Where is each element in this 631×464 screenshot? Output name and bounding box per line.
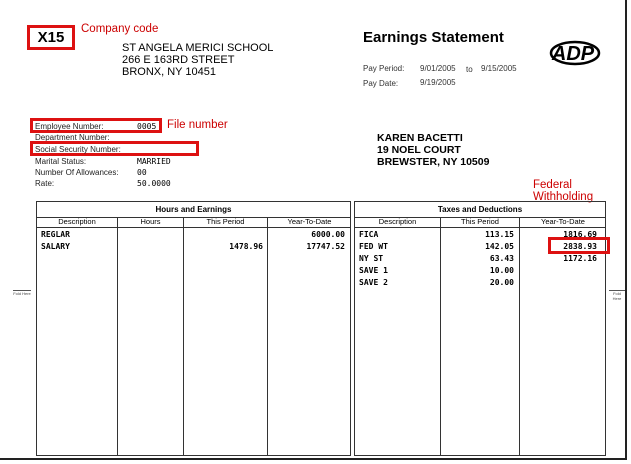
earnings-divider (183, 217, 184, 455)
taxes-col-this-period: This Period (441, 217, 519, 228)
federal-withholding-annotation: Federal Withholding (533, 179, 594, 203)
allowances: 00 (137, 168, 147, 177)
earnings-divider (117, 217, 118, 455)
ssn-label: Social Security Number: (35, 145, 121, 154)
company-address-line2: BRONX, NY 10451 (122, 66, 216, 78)
pay-period-end: 9/15/2005 (481, 64, 517, 73)
adp-logo (545, 38, 601, 68)
employee-name: KAREN BACETTI (377, 132, 463, 144)
taxes-divider (519, 217, 520, 455)
earnings-row-2-period: 1478.96 (229, 242, 263, 251)
earnings-col-this-period: This Period (184, 217, 267, 228)
pay-date: 9/19/2005 (420, 78, 456, 87)
department-number-label: Department Number: (35, 133, 110, 142)
earnings-row-2-ytd: 17747.52 (306, 242, 345, 251)
earnings-col-description: Description (37, 217, 117, 228)
company-address (122, 42, 273, 78)
taxes-title: Taxes and Deductions (355, 202, 605, 218)
earnings-col-ytd: Year-To-Date (268, 217, 351, 228)
earnings-panel (36, 201, 351, 456)
employee-address (377, 132, 489, 168)
company-code-box (27, 25, 75, 50)
earnings-row-2-description: SALARY (41, 242, 70, 251)
company-code-annotation: Company code (81, 23, 159, 35)
rate: 50.0000 (137, 179, 171, 188)
pay-period-to: to (466, 65, 473, 74)
taxes-col-ytd: Year-To-Date (520, 217, 606, 228)
taxes-divider (440, 217, 441, 455)
tax-row-2-description: FED WT (359, 242, 388, 251)
tax-row-1-ytd: 1816.69 (563, 230, 597, 239)
tax-row-2-ytd: 2838.93 (563, 242, 597, 251)
statement-title: Earnings Statement (363, 29, 504, 46)
employee-number-label: Employee Number: (35, 122, 104, 131)
tax-row-2-period: 142.05 (485, 242, 514, 251)
fold-mark-right: Fold Here (609, 290, 625, 301)
employee-number: 0005 (137, 122, 157, 131)
file-number-annotation: File number (167, 119, 228, 131)
tax-row-4-description: SAVE 1 (359, 266, 388, 275)
earnings-title: Hours and Earnings (37, 202, 350, 218)
federal-withholding-highlight (548, 237, 610, 254)
marital-status: MARRIED (137, 157, 171, 166)
earnings-row-1-ytd: 6000.00 (311, 230, 345, 239)
adp-logo-text: ADP (551, 43, 595, 65)
earnings-col-hours: Hours (118, 217, 183, 228)
pay-period-start: 9/01/2005 (420, 64, 456, 73)
tax-row-3-period: 63.43 (489, 254, 514, 263)
marital-status-label: Marital Status: (35, 157, 87, 166)
earnings-row-1-description: REGLAR (41, 230, 70, 239)
tax-row-3-ytd: 1172.16 (563, 254, 597, 263)
employee-address-line1: 19 NOEL COURT (377, 144, 461, 156)
rate-label: Rate: (35, 179, 55, 188)
employee-address-line2: BREWSTER, NY 10509 (377, 156, 490, 168)
tax-row-1-description: FICA (359, 230, 379, 239)
tax-row-1-period: 113.15 (485, 230, 514, 239)
company-code: X15 (37, 29, 65, 46)
fold-mark-left: Fold Here (13, 291, 31, 296)
tax-row-5-period: 20.00 (489, 278, 514, 287)
tax-row-3-description: NY ST (359, 254, 384, 263)
tax-row-5-description: SAVE 2 (359, 278, 388, 287)
pay-period-label: Pay Period: (363, 64, 405, 73)
company-address-line1: 266 E 163RD STREET (122, 54, 235, 66)
company-name: ST ANGELA MERICI SCHOOL (122, 42, 274, 54)
pay-date-label: Pay Date: (363, 79, 399, 88)
earnings-divider (267, 217, 268, 455)
taxes-col-description: Description (355, 217, 440, 228)
tax-row-4-period: 10.00 (489, 266, 514, 275)
allowances-label: Number Of Allowances: (35, 168, 119, 177)
